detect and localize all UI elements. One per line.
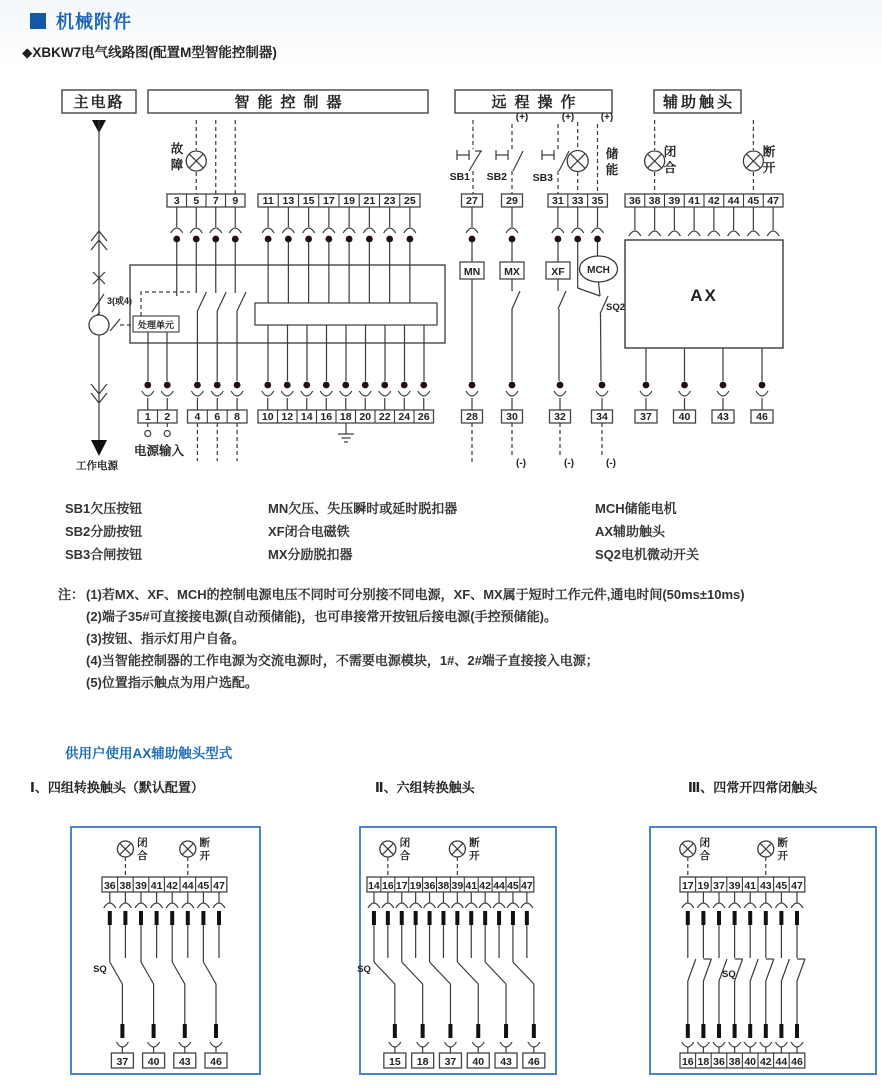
note-line: (2)端子35#可直接接电源(自动预储能)，也可串接常开按钮后接电源(手控预储能)。: [86, 609, 557, 624]
variant-1-title: Ⅰ、四组转换触头（默认配置）: [30, 780, 204, 795]
svg-text:(-): (-): [606, 458, 616, 469]
note-line: (4)当智能控制器的工作电源为交流电源时，不需要电源模块，1#、2#端子直接接入电源；: [86, 653, 599, 668]
svg-text:6: 6: [214, 411, 221, 423]
svg-text:26: 26: [417, 411, 430, 423]
controller-section: [130, 120, 445, 461]
legend-item: SB1欠压按钮: [65, 501, 143, 516]
section-headers: [62, 90, 741, 113]
svg-text:19: 19: [343, 195, 355, 207]
svg-text:37: 37: [444, 1056, 457, 1068]
notes-block: [58, 584, 864, 694]
svg-text:MX: MX: [504, 266, 520, 278]
svg-text:(-): (-): [564, 458, 574, 469]
svg-text:47: 47: [791, 880, 803, 892]
doc-header: [30, 8, 132, 34]
svg-text:19: 19: [697, 880, 710, 892]
svg-text:开: 开: [762, 161, 776, 175]
svg-text:38: 38: [648, 195, 661, 207]
legend-item: XF闭合电磁铁: [268, 524, 350, 539]
svg-text:43: 43: [178, 1056, 191, 1068]
svg-text:31: 31: [552, 195, 564, 207]
svg-text:41: 41: [744, 880, 757, 892]
svg-text:12: 12: [281, 411, 294, 423]
svg-text:44: 44: [775, 1056, 788, 1068]
svg-text:30: 30: [506, 411, 518, 423]
svg-text:43: 43: [759, 880, 772, 892]
legend-item: MN欠压、失压瞬时或延时脱扣器: [268, 501, 458, 516]
svg-text:43: 43: [500, 1056, 512, 1068]
svg-text:34: 34: [596, 411, 608, 423]
note-line: (5)位置指示触点为用户选配。: [86, 675, 258, 690]
svg-text:36: 36: [713, 1056, 725, 1068]
aux-section: [625, 120, 783, 423]
svg-text:17: 17: [681, 880, 694, 892]
svg-text:AX: AX: [690, 286, 718, 305]
svg-text:39: 39: [668, 195, 681, 207]
svg-text:45: 45: [747, 195, 760, 207]
aux-variant-1: [71, 827, 260, 1074]
svg-text:16: 16: [320, 411, 333, 423]
svg-text:闭: 闭: [699, 837, 711, 849]
svg-text:闭: 闭: [137, 837, 148, 849]
svg-text:SQ: SQ: [722, 969, 736, 980]
svg-text:29: 29: [506, 195, 518, 207]
svg-text:18: 18: [339, 411, 352, 423]
svg-text:SQ: SQ: [93, 964, 107, 975]
svg-text:40: 40: [472, 1056, 485, 1068]
svg-text:19: 19: [409, 880, 422, 892]
svg-text:3: 3: [173, 195, 180, 207]
svg-text:45: 45: [197, 880, 210, 892]
note-line: (1)若MX、XF、MCH的控制电源电压不同时可分别接不同电源，XF、MX属于短时工作元件,通电时间(50ms±10ms): [86, 587, 745, 602]
svg-text:39: 39: [728, 880, 741, 892]
svg-text:(+): (+): [600, 112, 614, 123]
svg-text:44: 44: [493, 880, 505, 892]
svg-text:37: 37: [116, 1056, 129, 1068]
svg-text:47: 47: [521, 880, 533, 892]
legend-column-coils: [268, 497, 457, 566]
svg-text:39: 39: [135, 880, 147, 892]
main-circuit: [76, 120, 133, 472]
svg-text:辅助触头: 辅助触头: [662, 94, 736, 111]
svg-text:9: 9: [232, 195, 239, 207]
legend-item: MCH储能电机: [595, 501, 677, 516]
page-title: 机械附件: [56, 12, 132, 32]
svg-text:39: 39: [451, 880, 464, 892]
svg-text:46: 46: [756, 411, 768, 423]
variant-3-title: Ⅲ、四常开四常闭触头: [688, 780, 818, 795]
svg-text:38: 38: [119, 880, 132, 892]
aux-variant-2: [357, 827, 556, 1074]
svg-text:SB3: SB3: [532, 172, 553, 184]
legend-item: MX分励脱扣器: [268, 547, 353, 562]
diagram-title: ◆XBKW7电气线路图(配置M型智能控制器): [22, 45, 277, 60]
svg-text:故: 故: [170, 142, 184, 156]
svg-text:主电路: 主电路: [73, 94, 125, 111]
svg-text:(+): (+): [515, 112, 529, 123]
svg-text:40: 40: [147, 1056, 160, 1068]
svg-text:14: 14: [300, 411, 313, 423]
svg-text:处理单元: 处理单元: [137, 320, 175, 330]
svg-text:2: 2: [164, 411, 171, 423]
svg-text:13: 13: [282, 195, 295, 207]
svg-text:开: 开: [199, 850, 211, 862]
svg-text:33: 33: [571, 195, 584, 207]
svg-text:37: 37: [640, 411, 652, 423]
legend-column-sb: [65, 497, 142, 566]
svg-text:障: 障: [170, 158, 184, 172]
svg-text:MN: MN: [463, 266, 481, 278]
svg-text:18: 18: [416, 1056, 429, 1068]
legend-item: SB3合闸按钮: [65, 547, 143, 562]
svg-text:17: 17: [395, 880, 408, 892]
svg-text:15: 15: [389, 1056, 401, 1068]
svg-text:46: 46: [210, 1056, 222, 1068]
svg-text:电源输入: 电源输入: [134, 444, 185, 458]
svg-text:38: 38: [437, 880, 450, 892]
svg-text:25: 25: [404, 195, 416, 207]
svg-text:44: 44: [727, 195, 740, 207]
svg-text:11: 11: [262, 195, 274, 207]
svg-text:41: 41: [150, 880, 163, 892]
svg-text:断: 断: [762, 145, 776, 159]
svg-text:47: 47: [213, 880, 225, 892]
svg-text:断: 断: [199, 837, 211, 849]
svg-text:SQ: SQ: [357, 964, 371, 975]
svg-text:37: 37: [713, 880, 725, 892]
svg-text:(+): (+): [561, 112, 575, 123]
svg-text:1: 1: [144, 411, 151, 423]
svg-text:工作电源: 工作电源: [76, 460, 118, 472]
svg-text:45: 45: [507, 880, 519, 892]
svg-text:21: 21: [363, 195, 376, 207]
svg-text:46: 46: [791, 1056, 803, 1068]
svg-text:27: 27: [466, 195, 478, 207]
svg-text:14: 14: [368, 880, 380, 892]
svg-text:XF: XF: [551, 266, 565, 278]
svg-text:10: 10: [261, 411, 274, 423]
svg-text:42: 42: [166, 880, 179, 892]
svg-text:开: 开: [469, 850, 480, 862]
svg-text:36: 36: [629, 195, 641, 207]
svg-text:16: 16: [681, 1056, 694, 1068]
legend-item: SQ2电机微动开关: [595, 547, 700, 562]
svg-text:开: 开: [777, 850, 789, 862]
svg-text:智能控制器: 智能控制器: [234, 94, 350, 111]
remote-section: [450, 112, 625, 469]
svg-text:46: 46: [528, 1056, 540, 1068]
svg-text:18: 18: [697, 1056, 710, 1068]
svg-text:38: 38: [728, 1056, 741, 1068]
svg-text:合: 合: [699, 850, 711, 862]
svg-text:闭: 闭: [663, 145, 677, 159]
svg-text:41: 41: [465, 880, 478, 892]
svg-text:SQ2: SQ2: [606, 302, 626, 313]
svg-text:40: 40: [744, 1056, 757, 1068]
aux-variant-3: [650, 827, 876, 1074]
svg-text:32: 32: [554, 411, 566, 423]
svg-text:合: 合: [663, 161, 677, 175]
svg-text:17: 17: [323, 195, 335, 207]
svg-text:闭: 闭: [399, 837, 411, 849]
svg-text:SB2: SB2: [486, 171, 507, 183]
svg-text:SB1: SB1: [449, 171, 470, 183]
svg-text:47: 47: [767, 195, 779, 207]
note-line: (3)按钮、指示灯用户自备。: [86, 631, 245, 646]
legend-item: SB2分励按钮: [65, 524, 143, 539]
notes-prefix: 注：: [58, 587, 85, 602]
svg-text:42: 42: [759, 1056, 772, 1068]
svg-text:22: 22: [378, 411, 391, 423]
svg-text:16: 16: [382, 880, 394, 892]
svg-text:4: 4: [194, 411, 201, 423]
legend-item: AX辅助触头: [595, 524, 666, 539]
variant-2-title: Ⅱ、六组转换触头: [375, 780, 475, 795]
svg-text:(-): (-): [516, 458, 526, 469]
svg-text:断: 断: [469, 837, 480, 849]
svg-text:7: 7: [212, 195, 219, 207]
aux-contacts-heading: 供用户使用AX辅助触头型式: [65, 746, 233, 761]
svg-text:3(或4): 3(或4): [107, 296, 133, 306]
svg-text:36: 36: [423, 880, 436, 892]
svg-text:24: 24: [398, 411, 411, 423]
svg-text:23: 23: [383, 195, 396, 207]
svg-text:能: 能: [605, 163, 619, 177]
svg-text:35: 35: [591, 195, 604, 207]
svg-text:40: 40: [678, 411, 691, 423]
section-marker-icon: [30, 13, 46, 29]
svg-text:断: 断: [777, 837, 789, 849]
svg-text:8: 8: [234, 411, 241, 423]
svg-text:MCH: MCH: [587, 265, 610, 276]
svg-text:44: 44: [181, 880, 194, 892]
svg-text:28: 28: [466, 411, 478, 423]
svg-text:15: 15: [302, 195, 315, 207]
svg-text:合: 合: [137, 850, 148, 862]
svg-text:5: 5: [193, 195, 200, 207]
svg-text:储: 储: [605, 147, 619, 161]
svg-text:43: 43: [717, 411, 729, 423]
svg-text:合: 合: [399, 850, 411, 862]
legend-column-aux: [595, 497, 699, 566]
svg-text:36: 36: [103, 880, 116, 892]
svg-text:远程操作: 远程操作: [491, 94, 584, 111]
svg-text:42: 42: [479, 880, 491, 892]
svg-text:20: 20: [359, 411, 372, 423]
svg-text:41: 41: [688, 195, 700, 207]
svg-text:42: 42: [708, 195, 720, 207]
svg-text:45: 45: [775, 880, 788, 892]
